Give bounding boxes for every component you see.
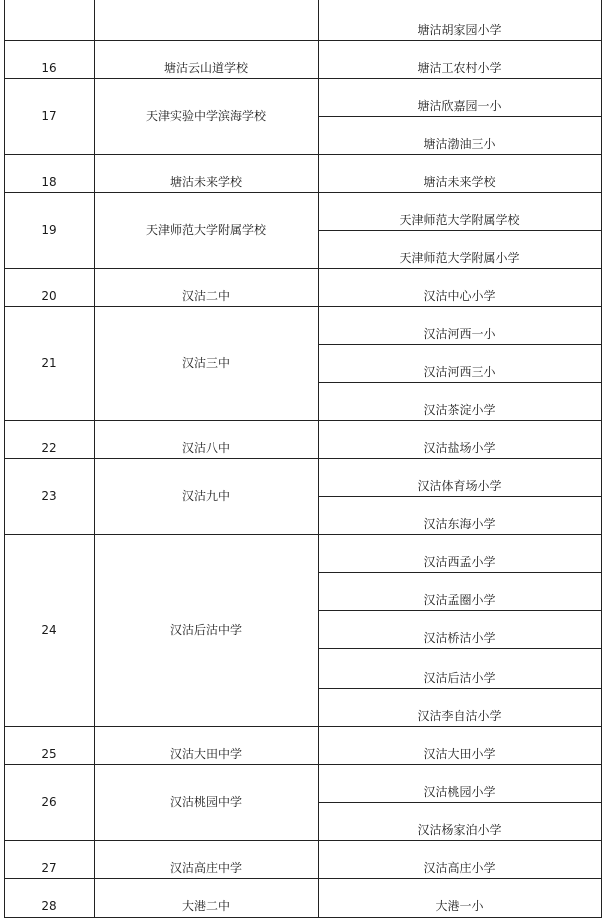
primary-school-cell: 天津师范大学附属学校 (399, 213, 520, 227)
row-divider (4, 268, 602, 269)
primary-school-cell: 汉沽高庄小学 (423, 861, 496, 875)
sub-row-divider (318, 496, 602, 497)
row-number-cell (4, 0, 94, 40)
middle-school-cell: 汉沽高庄中学 (169, 861, 242, 875)
row-divider (4, 78, 602, 79)
row-number-cell: 16 (41, 61, 57, 75)
middle-school-cell: 天津实验中学滨海学校 (145, 109, 266, 123)
row-number-cell: 18 (41, 175, 57, 189)
primary-school-cell: 汉沽孟圈小学 (423, 593, 496, 607)
row-divider (4, 840, 602, 841)
primary-school-cell: 塘沽胡家园小学 (417, 23, 502, 37)
middle-school-cell: 大港二中 (181, 899, 230, 913)
row-number-cell: 23 (41, 489, 57, 503)
sub-row-divider (318, 116, 602, 117)
row-divider (4, 764, 602, 765)
row-number-cell: 26 (41, 795, 57, 809)
primary-school-cell: 塘沽工农村小学 (417, 61, 502, 75)
row-number-cell: 19 (41, 223, 57, 237)
row-number-cell: 17 (41, 109, 57, 123)
primary-school-cell: 汉沽茶淀小学 (423, 403, 496, 417)
row-divider (4, 306, 602, 307)
sub-row-divider (318, 802, 602, 803)
row-number-cell: 25 (41, 747, 57, 761)
middle-school-cell: 汉沽八中 (181, 441, 230, 455)
middle-school-cell: 汉沽桃园中学 (169, 795, 242, 809)
sub-row-divider (318, 610, 602, 611)
middle-school-cell: 汉沽九中 (181, 489, 230, 503)
primary-school-cell: 汉沽河西三小 (423, 365, 496, 379)
primary-school-cell: 塘沽欣嘉园一小 (417, 99, 502, 113)
primary-school-cell: 汉沽河西一小 (423, 327, 496, 341)
row-divider (4, 40, 602, 41)
sub-row-divider (318, 230, 602, 231)
primary-school-cell: 汉沽东海小学 (423, 517, 496, 531)
middle-school-cell: 汉沽后沽中学 (169, 623, 242, 637)
row-number-cell: 21 (41, 356, 57, 370)
row-number-cell: 28 (41, 899, 57, 913)
primary-school-cell: 汉沽大田小学 (423, 747, 496, 761)
row-divider (4, 726, 602, 727)
primary-school-cell: 汉沽桥沽小学 (423, 631, 496, 645)
primary-school-cell: 汉沽西孟小学 (423, 555, 496, 569)
middle-school-cell: 汉沽三中 (181, 356, 230, 370)
sub-row-divider (318, 344, 602, 345)
sub-row-divider (318, 572, 602, 573)
primary-school-cell: 汉沽中心小学 (423, 289, 496, 303)
primary-school-cell: 汉沽体育场小学 (417, 479, 502, 493)
primary-school-cell: 天津师范大学附属小学 (399, 251, 520, 265)
row-divider (4, 420, 602, 421)
row-number-cell: 22 (41, 441, 57, 455)
row-number-cell: 27 (41, 861, 57, 875)
primary-school-cell: 汉沽杨家泊小学 (417, 823, 502, 837)
primary-school-cell: 汉沽桃园小学 (423, 785, 496, 799)
sub-row-divider (318, 382, 602, 383)
primary-school-cell: 汉沽李自沽小学 (417, 709, 502, 723)
middle-school-cell: 塘沽云山道学校 (163, 61, 248, 75)
middle-school-cell: 塘沽未来学校 (169, 175, 242, 189)
row-divider (4, 458, 602, 459)
middle-school-cell: 天津师范大学附属学校 (145, 223, 266, 237)
primary-school-cell: 汉沽后沽小学 (423, 671, 496, 685)
primary-school-cell: 汉沽盐场小学 (423, 441, 496, 455)
row-number-cell: 24 (41, 623, 57, 637)
primary-school-cell: 塘沽未来学校 (423, 175, 496, 189)
primary-school-cell: 大港一小 (435, 899, 484, 913)
middle-school-cell: 汉沽大田中学 (169, 747, 242, 761)
row-divider (4, 154, 602, 155)
row-divider (4, 534, 602, 535)
row-divider (4, 878, 602, 879)
row-number-cell: 20 (41, 289, 57, 303)
middle-school-cell (94, 0, 318, 40)
middle-school-cell: 汉沽二中 (181, 289, 230, 303)
primary-school-cell: 塘沽渤油三小 (423, 137, 496, 151)
table-border-bottom (4, 917, 602, 918)
sub-row-divider (318, 688, 602, 689)
row-divider (4, 192, 602, 193)
sub-row-divider (318, 648, 602, 649)
